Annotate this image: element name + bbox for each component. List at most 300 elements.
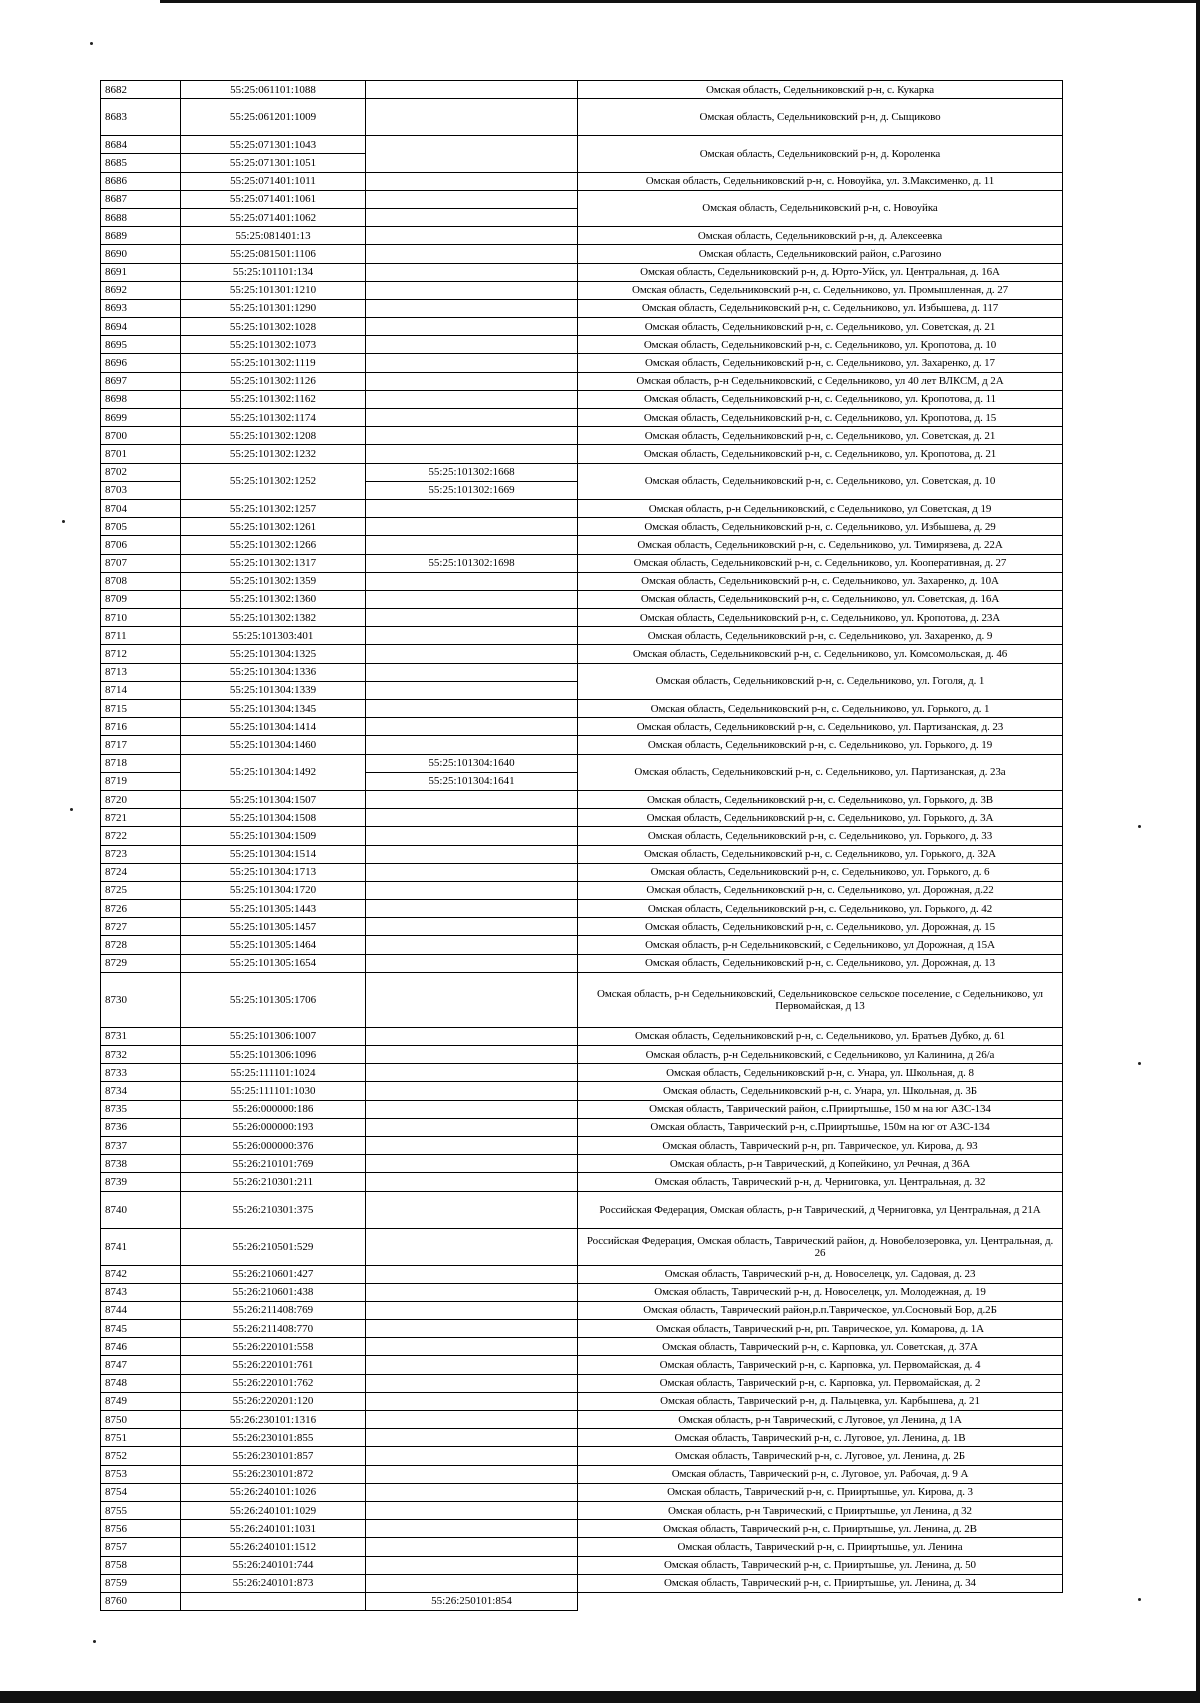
address: Омская область, Таврический р-н, с. Прииртышье, ул. Ленина, д. 2В [578,1520,1063,1538]
table-row [101,1483,1063,1501]
cadastral-number: 55:25:101304:1720 [181,881,366,899]
address: Омская область, Седельниковский р-н, с. Седельниково, ул. Комсомольская, д. 46 [578,645,1063,663]
address: Омская область, Таврический р-н, с. Карповка, ул. Первомайская, д. 4 [578,1356,1063,1374]
address: Омская область, Седельниковский р-н, с. Седельниково, ул. Кропотова, д. 23А [578,609,1063,627]
related-cadastral-number [366,627,578,645]
address: Омская область, Седельниковский р-н, с. Седельниково, ул. Гоголя, д. 1 [578,663,1063,699]
table-row [101,1265,1063,1283]
address: Омская область, Седельниковский р-н, с. Седельниково, ул. Кропотова, д. 15 [578,409,1063,427]
related-cadastral-number [366,518,578,536]
table-row [101,427,1063,445]
cadastral-number: 55:25:101304:1339 [181,681,366,699]
row-number: 8693 [101,299,181,317]
related-cadastral-number [366,1320,578,1338]
cadastral-number: 55:25:081401:13 [181,227,366,245]
related-cadastral-number [366,1447,578,1465]
related-cadastral-number [366,663,578,681]
cadastral-number: 55:26:240101:1031 [181,1520,366,1538]
row-number: 8735 [101,1100,181,1118]
cadastral-number: 55:25:101305:1457 [181,918,366,936]
table-row [101,645,1063,663]
cadastral-number: 55:26:210301:375 [181,1191,366,1228]
scan-edge-top [160,0,1200,3]
related-cadastral-number [366,536,578,554]
cadastral-number: 55:26:240101:744 [181,1556,366,1574]
address: Омская область, Таврический р-н, с. Карповка, ул. Советская, д. 37А [578,1338,1063,1356]
table-row [101,1411,1063,1429]
table-row [101,372,1063,390]
table-row [101,1064,1063,1082]
related-cadastral-number [366,1136,578,1154]
cadastral-number: 55:25:101302:1266 [181,536,366,554]
related-cadastral-number: 55:25:101302:1668 [366,463,578,481]
row-number: 8743 [101,1283,181,1301]
cadastral-number: 55:26:211408:769 [181,1301,366,1319]
address: Омская область, Таврический район,р.п.Таврическое, ул.Сосновый Бор, д.2Б [578,1301,1063,1319]
cadastral-number: 55:25:071301:1043 [181,136,366,154]
table-row [101,1228,1063,1265]
related-cadastral-number [366,299,578,317]
related-cadastral-number [366,1338,578,1356]
row-number: 8747 [101,1356,181,1374]
cadastral-number: 55:25:101304:1460 [181,736,366,754]
related-cadastral-number [366,1411,578,1429]
related-cadastral-number [366,1064,578,1082]
related-cadastral-number [366,1228,578,1265]
row-number: 8689 [101,227,181,245]
related-cadastral-number [366,227,578,245]
address: Омская область, р-н Седельниковский, с Седельниково, ул 40 лет ВЛКСМ, д 2А [578,372,1063,390]
table-row [101,1100,1063,1118]
table-row [101,299,1063,317]
related-cadastral-number [366,1429,578,1447]
row-number: 8751 [101,1429,181,1447]
row-number: 8759 [101,1574,181,1592]
row-number: 8749 [101,1392,181,1410]
related-cadastral-number [366,1191,578,1228]
address: Омская область, Таврический р-н, с. Прииртышье, ул. Ленина, д. 50 [578,1556,1063,1574]
cadastral-number: 55:26:210601:427 [181,1265,366,1283]
cadastral-number: 55:25:101304:1508 [181,809,366,827]
cadastral-number: 55:25:111101:1030 [181,1082,366,1100]
address: Омская область, Таврический р-н, с. Карповка, ул. Первомайская, д. 2 [578,1374,1063,1392]
address: Омская область, р-н Седельниковский, с Седельниково, ул Дорожная, д 15А [578,936,1063,954]
related-cadastral-number [366,918,578,936]
row-number: 8715 [101,700,181,718]
row-number: 8748 [101,1374,181,1392]
related-cadastral-number [366,1520,578,1538]
scan-speck [1138,1062,1141,1065]
related-cadastral-number [366,1465,578,1483]
table-row [101,318,1063,336]
address: Омская область, р-н Таврический, д Копейкино, ул Речная, д 36А [578,1155,1063,1173]
address: Омская область, Седельниковский р-н, с. Седельниково, ул. Кропотова, д. 21 [578,445,1063,463]
table-row [101,1520,1063,1538]
row-number: 8739 [101,1173,181,1191]
row-number: 8731 [101,1027,181,1045]
cadastral-number: 55:25:101101:134 [181,263,366,281]
row-number: 8734 [101,1082,181,1100]
cadastral-number: 55:26:220101:558 [181,1338,366,1356]
related-cadastral-number [366,936,578,954]
table-row [101,954,1063,972]
address: Омская область, Седельниковский р-н, с. Седельниково, ул. Дорожная, д. 13 [578,954,1063,972]
related-cadastral-number [366,681,578,699]
related-cadastral-number [366,99,578,136]
cadastral-number: 55:25:101305:1464 [181,936,366,954]
row-number: 8760 [101,1592,181,1610]
table-row [101,554,1063,572]
address: Омская область, Таврический р-н, с. Прииртышье, ул. Ленина, д. 34 [578,1574,1063,1592]
row-number: 8720 [101,790,181,808]
table-row [101,1046,1063,1064]
cadastral-number: 55:26:240101:873 [181,1574,366,1592]
related-cadastral-number [366,281,578,299]
address: Российская Федерация, Омская область, Таврический район, д. Новобелозеровка, ул. Центральная, д. 26 [578,1228,1063,1265]
address: Российская Федерация, Омская область, р-н Таврический, д Черниговка, ул Центральная, д 21А [578,1191,1063,1228]
address: Омская область, Таврический р-н, с. Луговое, ул. Ленина, д. 2Б [578,1447,1063,1465]
table-row [101,1374,1063,1392]
table-row [101,245,1063,263]
related-cadastral-number [366,954,578,972]
row-number: 8727 [101,918,181,936]
row-number: 8703 [101,481,181,499]
address: Омская область, Седельниковский р-н, с. Седельниково, ул. Тимирязева, д. 22А [578,536,1063,554]
cadastral-number: 55:25:101302:1119 [181,354,366,372]
table-row [101,1556,1063,1574]
table-row [101,736,1063,754]
row-number: 8754 [101,1483,181,1501]
related-cadastral-number [366,1483,578,1501]
row-number: 8744 [101,1301,181,1319]
row-number: 8722 [101,827,181,845]
table-row [101,754,1063,772]
row-number: 8704 [101,499,181,517]
cadastral-number: 55:26:000000:193 [181,1118,366,1136]
address: Омская область, Седельниковский р-н, с. Новоуйка, ул. З.Максименко, д. 11 [578,172,1063,190]
related-cadastral-number [366,572,578,590]
cadastral-number: 55:26:220101:761 [181,1356,366,1374]
cadastral-number: 55:25:101305:1443 [181,900,366,918]
cadastral-number: 55:26:210601:438 [181,1283,366,1301]
cadastral-number: 55:25:071401:1062 [181,208,366,226]
cadastral-number: 55:25:101304:1325 [181,645,366,663]
address: Омская область, Седельниковский р-н, с. Седельниково, ул. Горького, д. 1 [578,700,1063,718]
related-cadastral-number [366,1356,578,1374]
scan-speck [90,42,93,45]
scan-speck [1138,825,1141,828]
related-cadastral-number: 55:25:101304:1640 [366,754,578,772]
cadastral-number: 55:26:230101:855 [181,1429,366,1447]
cadastral-number: 55:25:071401:1061 [181,190,366,208]
related-cadastral-number [366,972,578,1027]
cadastral-number: 55:25:081501:1106 [181,245,366,263]
row-number: 8725 [101,881,181,899]
row-number: 8750 [101,1411,181,1429]
address: Омская область, Седельниковский р-н, с. Седельниково, ул. Братьев Дубко, д. 61 [578,1027,1063,1045]
related-cadastral-number [366,809,578,827]
cadastral-number: 55:25:061101:1088 [181,81,366,99]
table-row [101,1429,1063,1447]
row-number: 8733 [101,1064,181,1082]
cadastral-number: 55:25:071301:1051 [181,154,366,172]
scan-edge-bottom [0,1691,1200,1703]
cadastral-number: 55:25:101304:1713 [181,863,366,881]
related-cadastral-number [366,1574,578,1592]
related-cadastral-number [366,718,578,736]
related-cadastral-number [366,81,578,99]
row-number: 8691 [101,263,181,281]
cadastral-number: 55:26:000000:186 [181,1100,366,1118]
related-cadastral-number [366,1265,578,1283]
address: Омская область, Седельниковский р-н, с. Седельниково, ул. Советская, д. 10 [578,463,1063,499]
row-number: 8699 [101,409,181,427]
row-number: 8758 [101,1556,181,1574]
row-number: 8719 [101,772,181,790]
related-cadastral-number [366,390,578,408]
cadastral-number: 55:25:101302:1252 [181,463,366,499]
related-cadastral-number [366,445,578,463]
address: Омская область, Седельниковский р-н, с. Седельниково, ул. Кооперативная, д. 27 [578,554,1063,572]
table-row [101,445,1063,463]
related-cadastral-number [366,700,578,718]
address: Омская область, р-н Таврический, с Луговое, ул Ленина, д 1А [578,1411,1063,1429]
scan-speck [70,808,73,811]
cadastral-number: 55:25:101301:1210 [181,281,366,299]
related-cadastral-number: 55:25:101302:1698 [366,554,578,572]
cadastral-number: 55:25:111101:1024 [181,1064,366,1082]
cadastral-number: 55:25:101304:1492 [181,754,366,790]
cadastral-number: 55:26:230101:857 [181,1447,366,1465]
row-number: 8757 [101,1538,181,1556]
address: Омская область, Таврический р-н, с. Прииртышье, ул. Ленина [578,1538,1063,1556]
row-number: 8690 [101,245,181,263]
table-row [101,518,1063,536]
related-cadastral-number [366,318,578,336]
address: Омская область, Таврический р-н, рп. Таврическое, ул. Кирова, д. 93 [578,1136,1063,1154]
row-number: 8717 [101,736,181,754]
address: Омская область, Таврический р-н, д. Новоселецк, ул. Садовая, д. 23 [578,1265,1063,1283]
table-row [101,536,1063,554]
row-number: 8700 [101,427,181,445]
address: Омская область, Седельниковский р-н, с. Седельниково, ул. Горького, д. 6 [578,863,1063,881]
related-cadastral-number [366,409,578,427]
address: Омская область, р-н Седельниковский, с Седельниково, ул Калинина, д 26/а [578,1046,1063,1064]
address: Омская область, Седельниковский р-н, с. Унара, ул. Школьная, д. 8 [578,1064,1063,1082]
table-row [101,1173,1063,1191]
cadastral-number: 55:25:101302:1359 [181,572,366,590]
table-row [101,172,1063,190]
row-number: 8687 [101,190,181,208]
related-cadastral-number [366,263,578,281]
address: Омская область, Седельниковский р-н, с. Седельниково, ул. Избышева, д. 117 [578,299,1063,317]
table-row [101,1283,1063,1301]
related-cadastral-number [366,136,578,172]
row-number: 8740 [101,1191,181,1228]
table-row [101,609,1063,627]
related-cadastral-number [366,1082,578,1100]
address: Омская область, Седельниковский р-н, с. Седельниково, ул. Избышева, д. 29 [578,518,1063,536]
table-row [101,1155,1063,1173]
cadastral-number: 55:25:101302:1382 [181,609,366,627]
cadastral-number: 55:25:101302:1174 [181,409,366,427]
address: Омская область, Седельниковский р-н, с. Седельниково, ул. Горького, д. 3В [578,790,1063,808]
address: Омская область, Седельниковский р-н, с. Седельниково, ул. Дорожная, д. 15 [578,918,1063,936]
related-cadastral-number [366,863,578,881]
row-number: 8752 [101,1447,181,1465]
cadastral-number: 55:26:240101:1026 [181,1483,366,1501]
row-number: 8710 [101,609,181,627]
row-number: 8726 [101,900,181,918]
row-number: 8686 [101,172,181,190]
row-number: 8713 [101,663,181,681]
row-number: 8694 [101,318,181,336]
address: Омская область, Таврический р-н, с. Прииртышье, ул. Кирова, д. 3 [578,1483,1063,1501]
row-number: 8721 [101,809,181,827]
cadastral-number: 55:25:101306:1007 [181,1027,366,1045]
table-row [101,1501,1063,1519]
related-cadastral-number [366,1100,578,1118]
cadastral-number: 55:26:211408:770 [181,1320,366,1338]
address: Омская область, Седельниковский район, с.Рагозино [578,245,1063,263]
cadastral-number: 55:25:101302:1317 [181,554,366,572]
row-number: 8732 [101,1046,181,1064]
related-cadastral-number [366,900,578,918]
table-row [101,281,1063,299]
row-number: 8724 [101,863,181,881]
address: Омская область, Седельниковский р-н, с. Седельниково, ул. Партизанская, д. 23 [578,718,1063,736]
table-row [101,590,1063,608]
row-number: 8753 [101,1465,181,1483]
row-number: 8746 [101,1338,181,1356]
related-cadastral-number [366,827,578,845]
address: Омская область, Седельниковский р-н, д. Сыщиково [578,99,1063,136]
table-row [101,1082,1063,1100]
table-row [101,1592,1063,1610]
cadastral-number: 55:26:240101:1512 [181,1538,366,1556]
scan-speck [1138,1598,1141,1601]
table-row [101,827,1063,845]
cadastral-number: 55:26:210101:769 [181,1155,366,1173]
table-row [101,1027,1063,1045]
address: Омская область, Таврический р-н, д. Новоселецк, ул. Молодежная, д. 19 [578,1283,1063,1301]
table-row [101,1538,1063,1556]
related-cadastral-number [366,881,578,899]
table-row [101,1465,1063,1483]
address: Омская область, Седельниковский р-н, с. Унара, ул. Школьная, д. 3Б [578,1082,1063,1100]
table-row [101,663,1063,681]
related-cadastral-number: 55:25:101304:1641 [366,772,578,790]
table-row [101,881,1063,899]
row-number: 8684 [101,136,181,154]
row-number: 8695 [101,336,181,354]
related-cadastral-number [366,1556,578,1574]
address: Омская область, Седельниковский р-н, с. Седельниково, ул. Промышленная, д. 27 [578,281,1063,299]
address: Омская область, Седельниковский р-н, с. Седельниково, ул. Захаренко, д. 9 [578,627,1063,645]
row-number: 8708 [101,572,181,590]
table-row [101,1118,1063,1136]
row-number: 8685 [101,154,181,172]
table-row [101,190,1063,208]
table-row [101,227,1063,245]
cadastral-number: 55:25:101302:1232 [181,445,366,463]
scan-speck [93,1640,96,1643]
address [578,1592,1063,1610]
table-row [101,1338,1063,1356]
cadastral-number: 55:25:101302:1257 [181,499,366,517]
row-number: 8688 [101,208,181,226]
related-cadastral-number [366,372,578,390]
table-row [101,1191,1063,1228]
row-number: 8738 [101,1155,181,1173]
related-cadastral-number [366,245,578,263]
address: Омская область, Седельниковский р-н, с. Седельниково, ул. Горького, д. 42 [578,900,1063,918]
row-number: 8696 [101,354,181,372]
related-cadastral-number [366,190,578,208]
cadastral-number: 55:25:101302:1073 [181,336,366,354]
row-number: 8702 [101,463,181,481]
table-row [101,1356,1063,1374]
address: Омская область, Таврический р-н, рп. Таврическое, ул. Комарова, д. 1А [578,1320,1063,1338]
address: Омская область, Седельниковский р-н, с. Кукарка [578,81,1063,99]
cadastral-number: 55:26:220101:762 [181,1374,366,1392]
related-cadastral-number [366,1392,578,1410]
cadastral-number: 55:25:101305:1654 [181,954,366,972]
row-number: 8718 [101,754,181,772]
cadastral-number: 55:25:101306:1096 [181,1046,366,1064]
cadastral-number: 55:26:230101:1316 [181,1411,366,1429]
table-row [101,863,1063,881]
address: Омская область, Таврический р-н, с. Луговое, ул. Рабочая, д. 9 А [578,1465,1063,1483]
cadastral-number: 55:25:101302:1126 [181,372,366,390]
row-number: 8706 [101,536,181,554]
address: Омская область, р-н Седельниковский, Седельниковское сельское поселение, с Седельниково, ул Первомайская, д 13 [578,972,1063,1027]
cadastral-number: 55:25:061201:1009 [181,99,366,136]
related-cadastral-number [366,609,578,627]
related-cadastral-number [366,1501,578,1519]
address: Омская область, Седельниковский р-н, с. Седельниково, ул. Горького, д. 3А [578,809,1063,827]
table-row [101,627,1063,645]
table-row [101,136,1063,154]
address: Омская область, Седельниковский р-н, с. Седельниково, ул. Дорожная, д.22 [578,881,1063,899]
cadastral-number: 55:25:101302:1261 [181,518,366,536]
related-cadastral-number [366,1155,578,1173]
address: Омская область, Седельниковский р-н, с. Седельниково, ул. Захаренко, д. 10А [578,572,1063,590]
cadastral-number: 55:25:101302:1360 [181,590,366,608]
row-number: 8730 [101,972,181,1027]
related-cadastral-number [366,1283,578,1301]
cadastral-number: 55:25:071401:1011 [181,172,366,190]
address: Омская область, Седельниковский р-н, с. Седельниково, ул. Кропотова, д. 11 [578,390,1063,408]
table-row [101,900,1063,918]
table-row [101,263,1063,281]
address: Омская область, Таврический р-н, с.Прииртышье, 150м на юг от АЗС-134 [578,1118,1063,1136]
table-row [101,700,1063,718]
related-cadastral-number [366,1027,578,1045]
row-number: 8729 [101,954,181,972]
address: Омская область, Седельниковский р-н, с. Новоуйка [578,190,1063,226]
row-number: 8682 [101,81,181,99]
table-row [101,99,1063,136]
related-cadastral-number [366,1538,578,1556]
row-number: 8756 [101,1520,181,1538]
related-cadastral-number [366,790,578,808]
row-number: 8697 [101,372,181,390]
related-cadastral-number [366,172,578,190]
table-row [101,1301,1063,1319]
table-row [101,354,1063,372]
row-number: 8712 [101,645,181,663]
